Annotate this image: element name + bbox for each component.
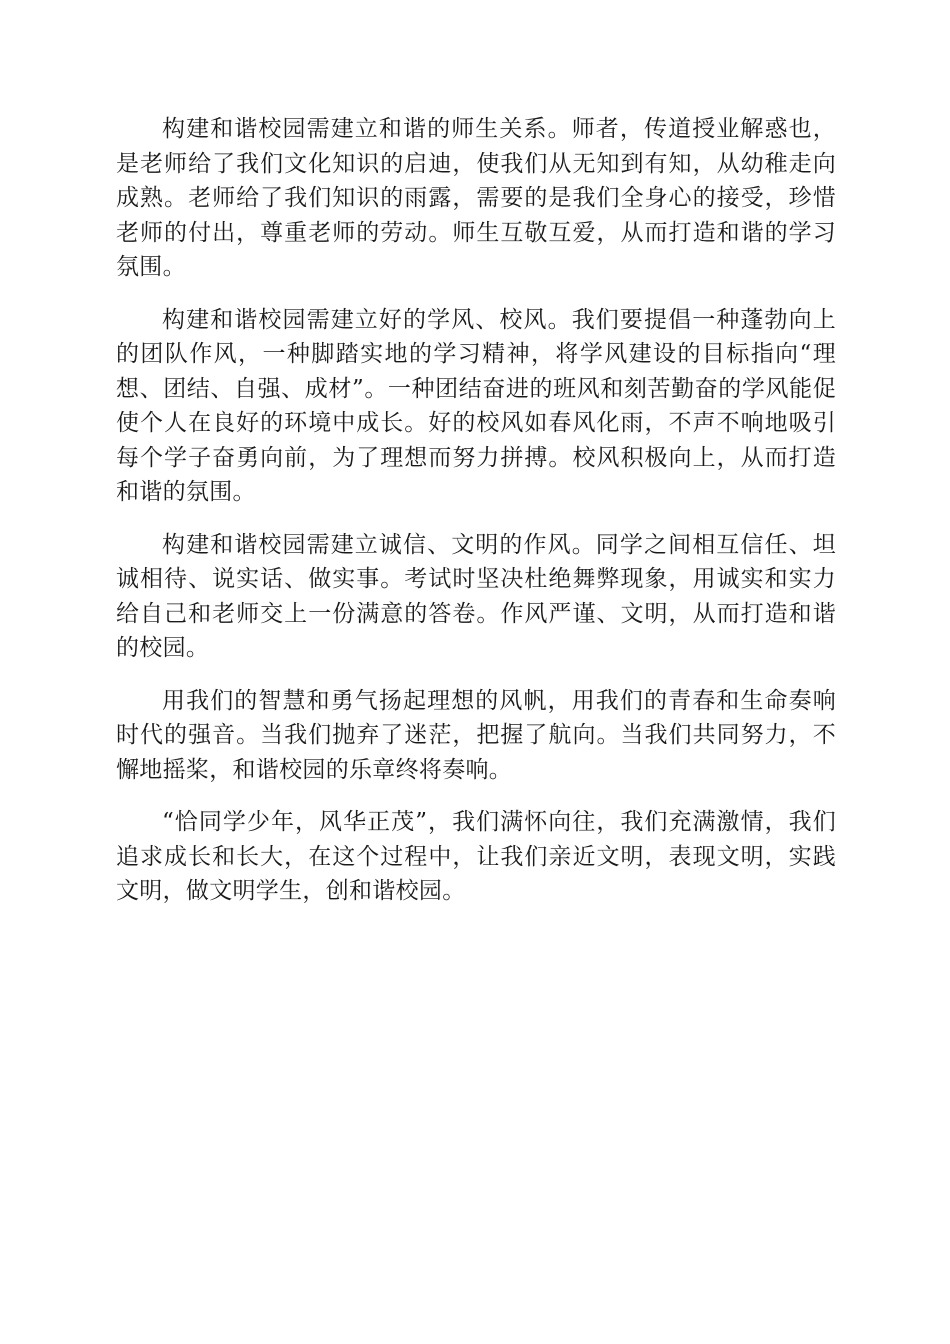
paragraph-wisdom-and-courage: 用我们的智慧和勇气扬起理想的风帆，用我们的青春和生命奏响时代的强音。当我们抛弃了迷茫，把握了航向。当我们共同努力，不懈地摇桨，和谐校园的乐章终将奏响。 xyxy=(116,687,836,783)
paragraph-integrity-and-civility: 构建和谐校园需建立诚信、文明的作风。同学之间相互信任、坦诚相待、说实话、做实事。考试时坚决杜绝舞弊现象，用诚实和实力给自己和老师交上一份满意的答卷。作风严谨、文明，从而打造和谐的校园。 xyxy=(116,531,836,661)
paragraph-teacher-student-relationship: 构建和谐校园需建立和谐的师生关系。师者，传道授业解惑也，是老师给了我们文化知识的启迪，使我们从无知到有知，从幼稚走向成熟。老师给了我们知识的雨露，需要的是我们全身心的接受，珍惜老师的付出，尊重老师的劳动。师生互敬互爱，从而打造和谐的学习氛围。 xyxy=(116,116,836,280)
paragraph-study-and-school-spirit: 构建和谐校园需建立好的学风、校风。我们要提倡一种蓬勃向上的团队作风，一种脚踏实地的学习精神，将学风建设的目标指向“理想、团结、自强、成材”。一种团结奋进的班风和刻苦勤奋的学风能促使个人在良好的环境中成长。好的校风如春风化雨，不声不响地吸引每个学子奋勇向前，为了理想而努力拼搏。校风积极向上，从而打造和谐的氛围。 xyxy=(116,306,836,505)
document-body xyxy=(116,112,836,927)
paragraph-closing: “恰同学少年，风华正茂”，我们满怀向往，我们充满激情，我们追求成长和长大，在这个过程中，让我们亲近文明，表现文明，实践文明，做文明学生，创和谐校园。 xyxy=(116,809,836,904)
